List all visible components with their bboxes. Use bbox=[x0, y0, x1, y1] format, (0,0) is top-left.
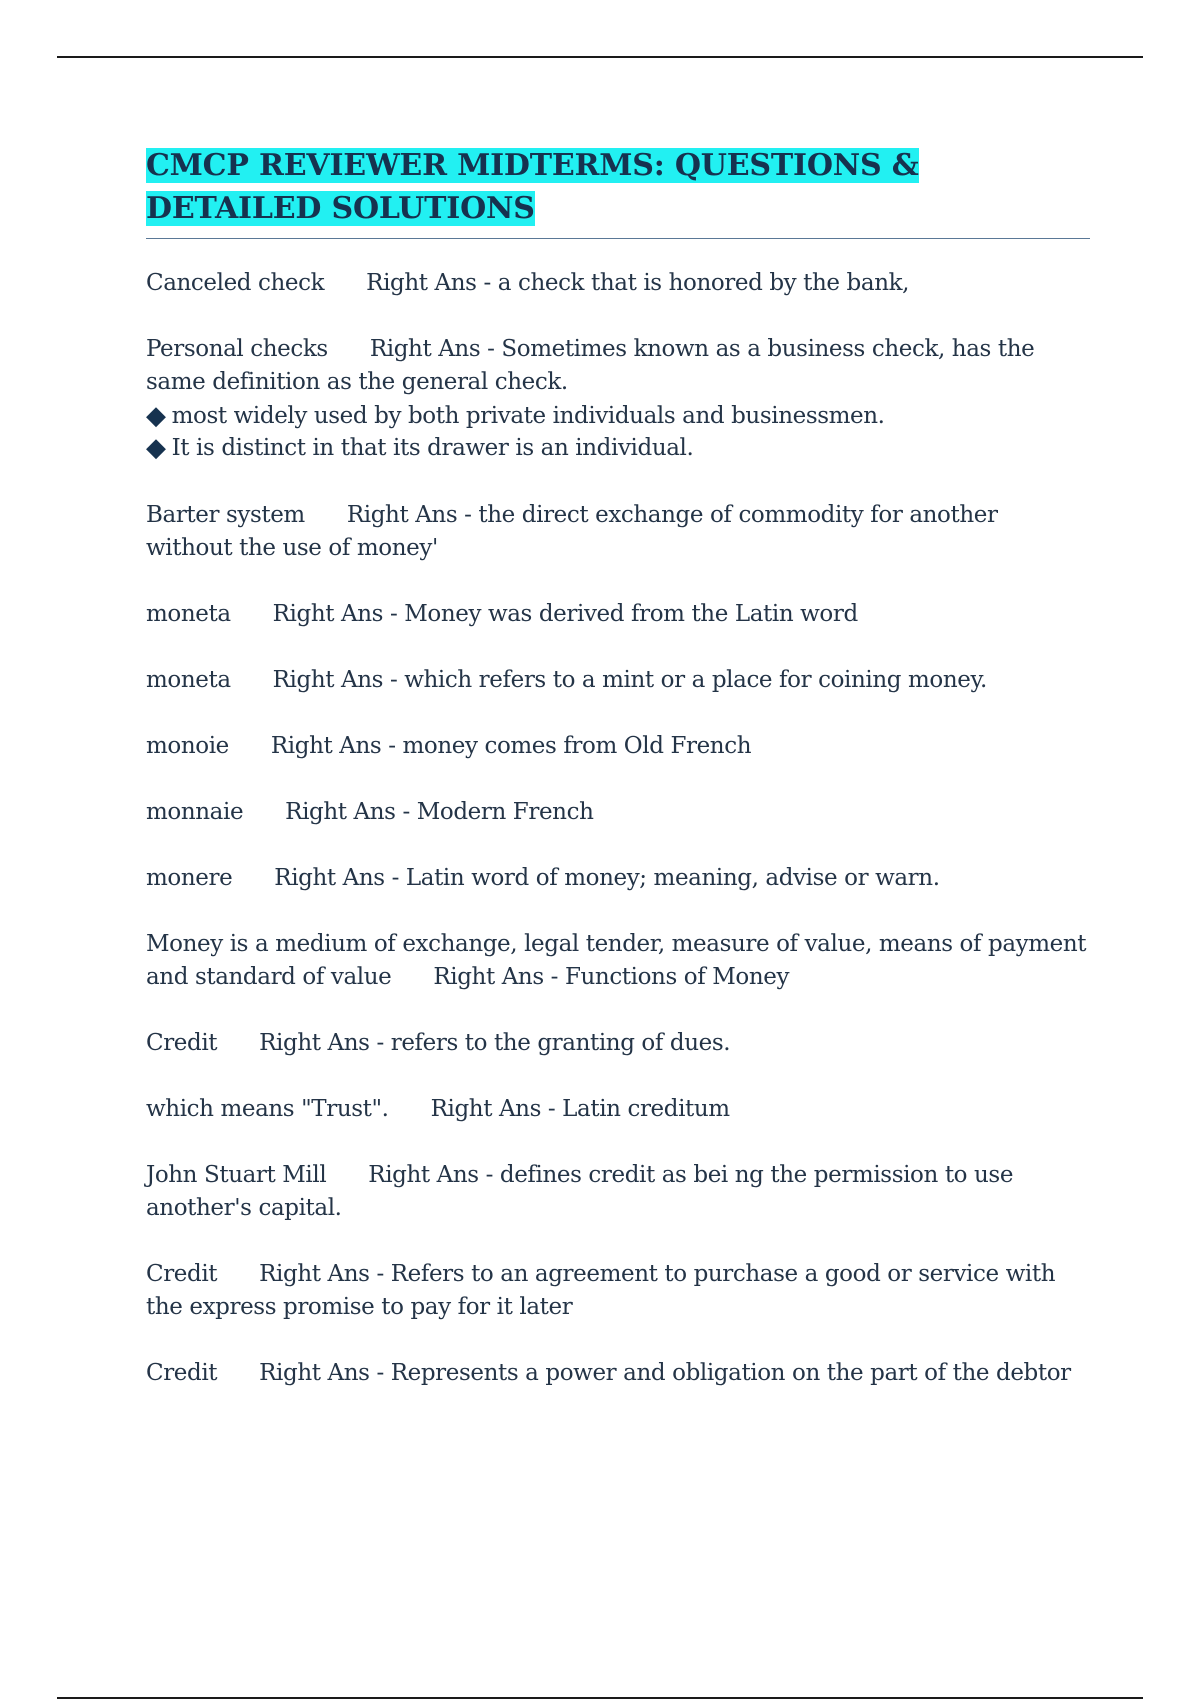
title-highlight: CMCP REVIEWER MIDTERMS: QUESTIONS & DETAILED SOLUTIONS bbox=[146, 148, 919, 226]
entry-answer: Right Ans - Functions of Money bbox=[433, 964, 790, 990]
document-body bbox=[146, 144, 1090, 1423]
qa-entry bbox=[146, 267, 1090, 300]
qa-entry bbox=[146, 730, 1090, 763]
bullet-text: most widely used by both private individuals and businessmen. bbox=[171, 403, 885, 429]
entry-term: monnaie bbox=[146, 799, 244, 825]
qa-entry bbox=[146, 333, 1090, 466]
bullet-item bbox=[146, 399, 1090, 434]
entry-answer: Right Ans - Latin word of money; meaning, advise or warn. bbox=[274, 865, 940, 891]
page-title bbox=[146, 144, 1090, 230]
entry-term: Credit bbox=[146, 1030, 218, 1056]
qa-entry bbox=[146, 664, 1090, 697]
qa-entry bbox=[146, 796, 1090, 829]
qa-entry bbox=[146, 1258, 1090, 1324]
qa-entry bbox=[146, 862, 1090, 895]
entry-answer: Right Ans - Latin creditum bbox=[430, 1096, 730, 1122]
entry-term: Personal checks bbox=[146, 336, 328, 362]
qa-entry bbox=[146, 1159, 1090, 1225]
entry-term: Canceled check bbox=[146, 270, 325, 296]
qa-entry bbox=[146, 1357, 1090, 1390]
qa-entry bbox=[146, 598, 1090, 631]
diamond-bullet-icon: ◆ bbox=[146, 433, 166, 463]
entry-term: monere bbox=[146, 865, 233, 891]
entry-term: John Stuart Mill bbox=[146, 1162, 327, 1188]
qa-entry bbox=[146, 499, 1090, 565]
entry-term: moneta bbox=[146, 601, 231, 627]
qa-entry bbox=[146, 1027, 1090, 1060]
entry-answer: Right Ans - money comes from Old French bbox=[270, 733, 752, 759]
entry-term: moneta bbox=[146, 667, 231, 693]
entry-answer: Right Ans - a check that is honored by the bank, bbox=[366, 270, 910, 296]
entry-answer: Right Ans - Money was derived from the Latin word bbox=[272, 601, 858, 627]
qa-entry bbox=[146, 928, 1090, 994]
entry-term: which means "Trust". bbox=[146, 1096, 389, 1122]
entry-answer: Right Ans - refers to the granting of dues. bbox=[259, 1030, 731, 1056]
top-rule bbox=[57, 56, 1143, 58]
bullet-text: It is distinct in that its drawer is an individual. bbox=[171, 435, 694, 461]
entry-term: Barter system bbox=[146, 502, 305, 528]
diamond-bullet-icon: ◆ bbox=[146, 401, 166, 431]
title-block bbox=[146, 144, 1090, 239]
entry-answer: Right Ans - Sometimes known as a business check, has the same definition as the general check. bbox=[146, 336, 1035, 395]
qa-entry bbox=[146, 1093, 1090, 1126]
entry-answer: Right Ans - Refers to an agreement to purchase a good or service with the express promise to pay for it later bbox=[146, 1261, 1056, 1320]
entry-term: Money is a medium of exchange, legal tender, measure of value, means of payment and standard of value bbox=[146, 931, 1087, 990]
entry-answer: Right Ans - the direct exchange of commodity for another without the use of money' bbox=[146, 502, 998, 561]
entry-answer: Right Ans - Modern French bbox=[285, 799, 594, 825]
entry-answer: Right Ans - defines credit as bei ng the permission to use another's capital. bbox=[146, 1162, 1014, 1221]
bottom-rule bbox=[57, 1697, 1143, 1699]
entry-term: Credit bbox=[146, 1261, 218, 1287]
entry-answer: Right Ans - which refers to a mint or a place for coining money. bbox=[272, 667, 987, 693]
entry-term: monoie bbox=[146, 733, 229, 759]
bullet-item bbox=[146, 431, 1090, 466]
entry-term: Credit bbox=[146, 1360, 218, 1386]
entry-answer: Right Ans - Represents a power and obligation on the part of the debtor bbox=[259, 1360, 1071, 1386]
